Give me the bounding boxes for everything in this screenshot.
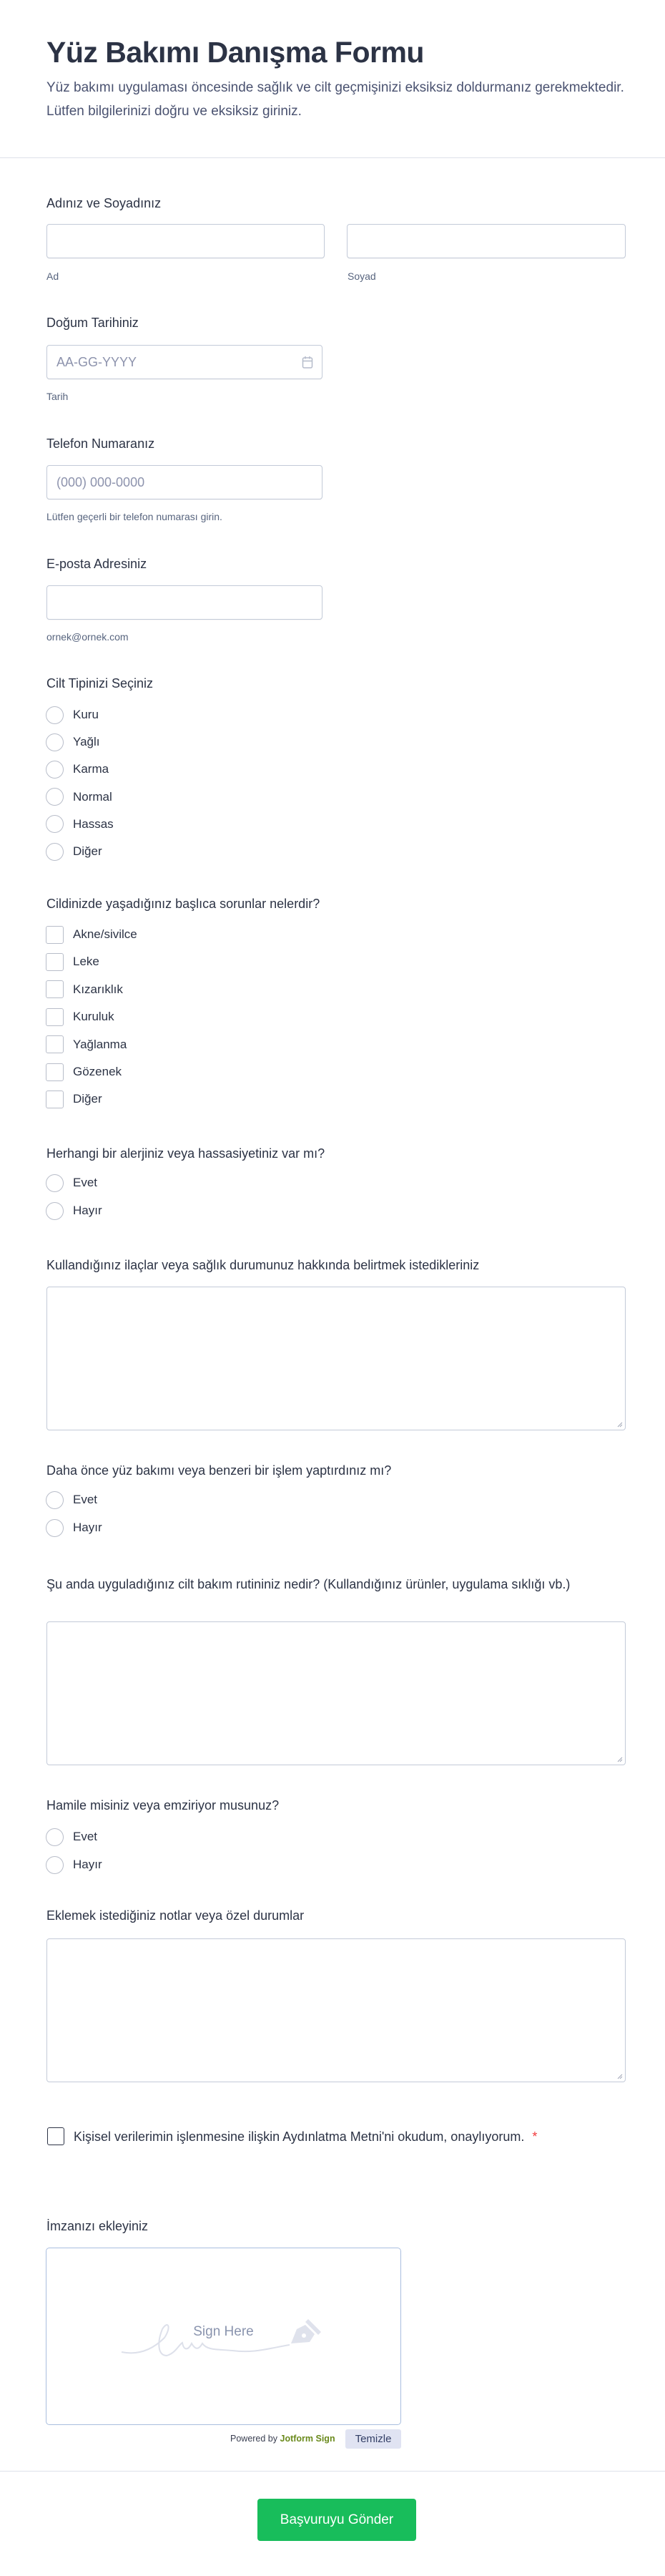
- signature-pad[interactable]: [46, 2248, 401, 2425]
- phone-input[interactable]: [46, 465, 322, 499]
- form-description: Yüz bakımı uygulaması öncesinde sağlık ve cilt geçmişinizi eksiksiz doldurmanız gerekmektedir. Lütfen bilgilerinizi doğru ve eksiksiz giriniz.: [46, 80, 624, 119]
- last-name-input[interactable]: [347, 224, 626, 258]
- routine-label: Şu anda uyguladığınız cilt bakım rutininiz nedir? (Kullandığınız ürünler, uygulama sıklığı vb.): [46, 1577, 571, 1591]
- medications-label: Kullandığınız ilaçlar veya sağlık durumunuz hakkında belirtmek istedikleriniz: [46, 1258, 480, 1272]
- radio-option[interactable]: [46, 760, 109, 779]
- notes-textarea[interactable]: [46, 1938, 626, 2082]
- form-title: Yüz Bakımı Danışma Formu: [46, 36, 424, 69]
- resize-grip-icon[interactable]: [616, 2073, 623, 2079]
- radio-option[interactable]: [46, 1491, 97, 1509]
- email-input[interactable]: [46, 585, 322, 620]
- option-label: Normal: [73, 789, 112, 804]
- radio-button[interactable]: [46, 733, 64, 751]
- option-label: Leke: [73, 955, 99, 969]
- checkbox-option[interactable]: [46, 925, 137, 944]
- phone-placeholder: (000) 000-0000: [56, 475, 145, 489]
- option-label: Hayır: [73, 1858, 102, 1871]
- calendar-icon[interactable]: [302, 356, 313, 369]
- radio-button[interactable]: [46, 706, 64, 724]
- option-label: Evet: [73, 1830, 98, 1843]
- radio-option[interactable]: [46, 1174, 97, 1192]
- notes-label: Eklemek istediğiniz notlar veya özel durumlar: [46, 1908, 305, 1923]
- option-label: Hayır: [73, 1521, 102, 1534]
- header-divider: [0, 157, 665, 158]
- option-label: Kuru: [73, 708, 99, 721]
- jotform-sign-brand: Jotform Sign: [280, 2434, 335, 2444]
- phone-sublabel: Lütfen geçerli bir telefon numarası girin.: [46, 511, 222, 522]
- checkbox-option[interactable]: [46, 952, 99, 971]
- option-label: Kuruluk: [73, 1010, 114, 1024]
- name-label: Adınız ve Soyadınız: [46, 196, 162, 210]
- checkbox-option[interactable]: [46, 1008, 114, 1026]
- radio-option[interactable]: [46, 1855, 102, 1874]
- option-label: Yağlı: [73, 735, 100, 749]
- option-label: Yağlanma: [73, 1037, 127, 1051]
- radio-button[interactable]: [46, 761, 64, 779]
- birth-date-input[interactable]: [46, 345, 322, 379]
- option-label: Hayır: [73, 1204, 102, 1217]
- radio-button[interactable]: [46, 1519, 64, 1537]
- powered-by-text: Powered by: [230, 2434, 278, 2444]
- required-mark: *: [532, 2129, 538, 2144]
- radio-button[interactable]: [46, 843, 64, 861]
- option-label: Karma: [73, 762, 109, 776]
- birth-date-label: Doğum Tarihiniz: [46, 316, 139, 330]
- checkbox-option[interactable]: [46, 1035, 127, 1054]
- clear-signature-button[interactable]: Temizle: [345, 2429, 401, 2449]
- radio-option[interactable]: [46, 706, 99, 724]
- checkbox-option[interactable]: [46, 1063, 122, 1081]
- radio-button[interactable]: [46, 788, 64, 806]
- email-label: E-posta Adresiniz: [46, 557, 147, 571]
- routine-textarea[interactable]: [46, 1621, 626, 1765]
- option-label: Gözenek: [73, 1065, 122, 1078]
- checkbox[interactable]: [46, 980, 64, 998]
- checkbox-option[interactable]: [46, 1090, 102, 1108]
- option-label: Kızarıklık: [73, 982, 123, 996]
- checkbox[interactable]: [46, 1063, 64, 1081]
- option-label: Hassas: [73, 816, 114, 831]
- skin-issues-label: Cildinizde yaşadığınız başlıca sorunlar nelerdir?: [46, 897, 320, 911]
- powered-by: [230, 2434, 335, 2444]
- radio-button[interactable]: [46, 1491, 64, 1509]
- sign-here-text: Sign Here: [193, 2324, 254, 2339]
- medications-textarea[interactable]: [46, 1287, 626, 1430]
- first-name-input[interactable]: [46, 224, 325, 258]
- option-label: Evet: [73, 1493, 98, 1506]
- checkbox[interactable]: [46, 1091, 64, 1108]
- option-label: Diğer: [73, 844, 102, 858]
- resize-grip-icon[interactable]: [616, 1421, 623, 1428]
- email-sublabel: ornek@ornek.com: [46, 631, 129, 643]
- radio-button[interactable]: [46, 1174, 64, 1192]
- checkbox[interactable]: [46, 1035, 64, 1053]
- checkbox[interactable]: [46, 953, 64, 971]
- submit-button[interactable]: Başvuruyu Gönder: [257, 2499, 416, 2541]
- birth-date-placeholder: AA-GG-YYYY: [56, 355, 137, 369]
- pregnancy-label: Hamile misiniz veya emziriyor musunuz?: [46, 1798, 280, 1813]
- radio-option[interactable]: [46, 1201, 102, 1220]
- signature-label: İmzanızı ekleyiniz: [46, 2219, 149, 2233]
- radio-option[interactable]: [46, 1828, 97, 1846]
- radio-option[interactable]: [46, 842, 102, 861]
- radio-option[interactable]: [46, 788, 112, 806]
- footer-divider: [0, 2471, 665, 2472]
- option-label: Evet: [73, 1176, 98, 1189]
- checkbox-option[interactable]: [46, 980, 123, 999]
- checkbox[interactable]: [46, 926, 64, 944]
- first-name-sublabel: Ad: [46, 270, 59, 282]
- consent-text: Kişisel verilerimin işlenmesine ilişkin Aydınlatma Metni'ni okudum, onaylıyorum.: [74, 2129, 525, 2144]
- option-label: Akne/sivilce: [73, 927, 137, 941]
- radio-button[interactable]: [46, 1828, 64, 1846]
- phone-label: Telefon Numaranız: [46, 436, 155, 451]
- last-name-sublabel: Soyad: [348, 270, 376, 282]
- allergy-label: Herhangi bir alerjiniz veya hassasiyetiniz var mı?: [46, 1146, 325, 1161]
- signature-scribble-icon: [118, 2316, 325, 2366]
- radio-button[interactable]: [46, 1856, 64, 1874]
- consent-label[interactable]: [46, 2127, 561, 2147]
- radio-button[interactable]: [46, 1202, 64, 1220]
- radio-option[interactable]: [46, 1518, 102, 1537]
- skin-type-label: Cilt Tipinizi Seçiniz: [46, 676, 154, 691]
- radio-option[interactable]: [46, 733, 100, 751]
- prior-treatment-label: Daha önce yüz bakımı veya benzeri bir işlem yaptırdınız mı?: [46, 1463, 392, 1478]
- birth-date-sublabel: Tarih: [46, 391, 69, 402]
- option-label: Diğer: [73, 1092, 102, 1106]
- radio-option[interactable]: [46, 815, 114, 834]
- radio-button[interactable]: [46, 815, 64, 833]
- checkbox[interactable]: [46, 1008, 64, 1026]
- resize-grip-icon[interactable]: [616, 1756, 623, 1762]
